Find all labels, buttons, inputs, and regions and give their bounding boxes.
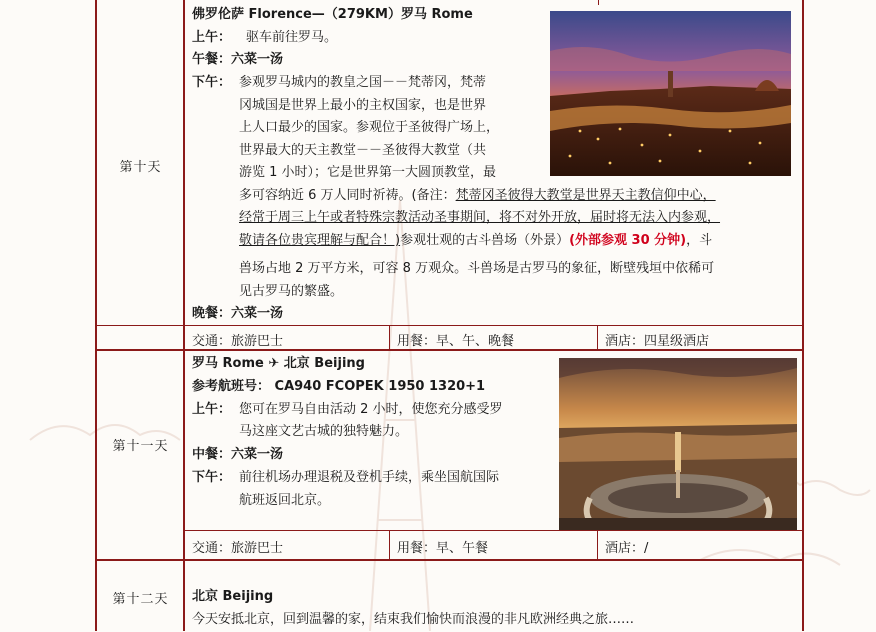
dinner-text: 晚餐：六菜一汤: [192, 306, 284, 321]
remark-note: 梵蒂冈圣彼得大教堂是世界天主教信仰中心，: [455, 188, 716, 203]
afternoon-line-end: ，斗: [686, 233, 713, 248]
afternoon-line: 世界最大的天主教堂－－圣彼得大教堂（共: [239, 143, 487, 158]
afternoon-line-pre: 多可容纳近 6 万人同时祈祷。(备注：: [239, 188, 456, 203]
afternoon-line: 航班返回北京。: [239, 493, 331, 508]
day-title: 佛罗伦萨 Florence—（279KM）罗马 Rome: [192, 7, 473, 22]
hotel-info: 酒店：四星级酒店: [605, 334, 710, 349]
transport-info: 交通：旅游巴士: [192, 334, 284, 349]
morning-line: 您可在罗马自由活动 2 小时，使您充分感受罗: [239, 402, 503, 417]
day-label: 第十天: [119, 160, 162, 175]
afternoon-label: 下午：: [192, 75, 232, 90]
remark-note: 经常于周三上午或者特殊宗教活动圣事期间，将不对外开放，届时将无法入内参观，: [239, 210, 721, 225]
day-label: 第十二天: [112, 592, 169, 607]
day-text: 今天安抵北京，回到温馨的家，结束我们愉快而浪漫的非凡欧洲经典之旅……: [192, 612, 635, 627]
afternoon-line: 兽场占地 2 万平方米，可容 8 万观众。斗兽场是古罗马的象征，断壁残垣中依稀可: [239, 261, 715, 276]
morning-text: 驱车前往罗马。: [246, 30, 338, 45]
afternoon-line: 参观罗马城内的教皇之国－－梵蒂冈，梵蒂: [239, 75, 487, 90]
afternoon-line: 前往机场办理退税及登机手续，乘坐国航国际: [239, 470, 500, 485]
morning-line: 马这座文艺古城的独特魅力。: [239, 424, 409, 439]
meals-info: 用餐：早、午、晚餐: [397, 334, 515, 349]
remark-note: 敬请各位贵宾理解与配合！): [239, 233, 401, 248]
afternoon-line: 游览 1 小时）；它是世界第一大圆顶教堂，最: [239, 165, 497, 180]
florence-photo: [550, 11, 791, 176]
morning-label: 上午：: [192, 402, 232, 417]
meals-info: 用餐：早、午餐: [397, 541, 489, 556]
afternoon-line: 上人口最少的国家。参观位于圣彼得广场上，: [239, 120, 500, 135]
afternoon-line: 见古罗马的繁盛。: [239, 284, 344, 299]
afternoon-line-mid: 参观壮观的古斗兽场（外景）: [400, 233, 570, 248]
lunch-text: 中餐：六菜一汤: [192, 447, 284, 462]
afternoon-line-mixed: [239, 185, 716, 208]
hotel-info: 酒店：/: [605, 541, 649, 556]
flight-info: 参考航班号： CA940 FCOPEK 1950 1320+1: [192, 379, 486, 394]
afternoon-line: 冈城国是世界上最小的主权国家，也是世界: [239, 98, 487, 113]
transport-info: 交通：旅游巴士: [192, 541, 284, 556]
day-title: 罗马 Rome ✈ 北京 Beijing: [192, 356, 365, 371]
afternoon-label: 下午：: [192, 470, 232, 485]
highlight-text: (外部参观 30 分钟): [569, 233, 687, 248]
rome-photo: [559, 358, 797, 530]
lunch-text: 午餐：六菜一汤: [192, 52, 284, 67]
day-title: 北京 Beijing: [192, 589, 274, 604]
afternoon-line-mixed: [239, 230, 712, 253]
morning-label: 上午：: [192, 30, 232, 45]
day-label: 第十一天: [112, 439, 169, 454]
